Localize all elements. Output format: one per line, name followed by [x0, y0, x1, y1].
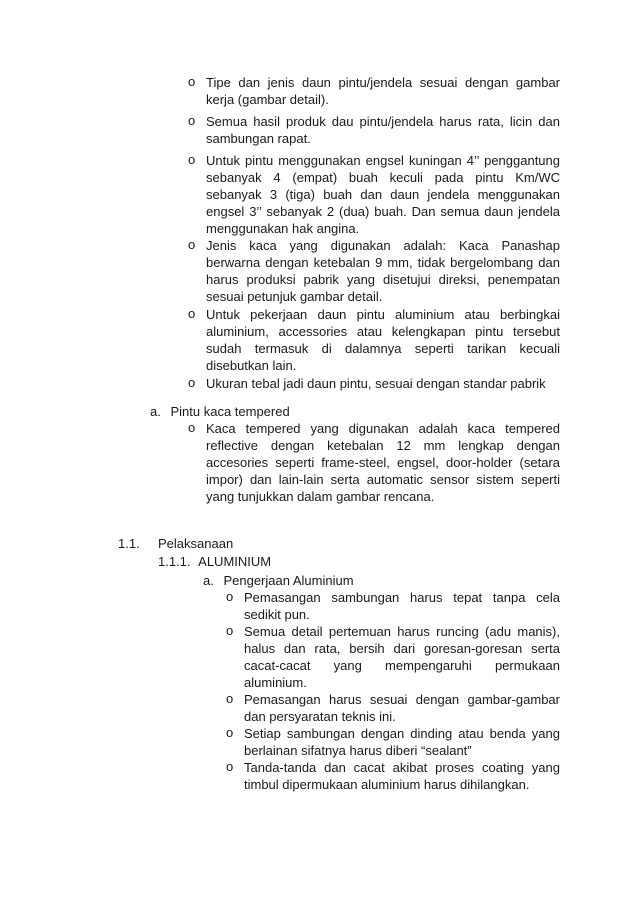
list-item-text: Tipe dan jenis daun pintu/jendela sesuai dengan gambar kerja (gambar detail).: [206, 75, 560, 107]
list-item: [188, 152, 560, 237]
tempered-heading: [150, 403, 290, 420]
bullet-marker: o: [188, 152, 196, 167]
list-item: [226, 691, 560, 725]
bullet-marker: o: [188, 113, 196, 128]
list-item: [188, 74, 560, 113]
bullet-marker: o: [226, 691, 234, 706]
bullet-marker: o: [188, 74, 196, 89]
subsection-heading: [158, 553, 271, 570]
list-item-text: Untuk pintu menggunakan engsel kuningan 4’’ penggantung sebanyak 4 (empat) buah keculi pada pintu Km/WC sebanyak 3 (tiga) buah dan daun jendela menggunakan engsel 3’’ sebanyak 2 (dua) buah. Dan semua daun jendela menggunakan hak angina.: [206, 153, 560, 236]
list-item: [226, 623, 560, 691]
list-item: [226, 759, 560, 793]
aluminium-bullet-list: [226, 589, 560, 793]
list-item: [188, 113, 560, 152]
bullet-marker: o: [188, 375, 196, 390]
list-item: [188, 420, 560, 505]
bullet-marker: o: [226, 589, 234, 604]
list-item-text: Ukuran tebal jadi daun pintu, sesuai dengan standar pabrik: [206, 376, 546, 391]
bullet-marker: o: [188, 306, 196, 321]
subsection-number: 1.1.1.: [158, 554, 191, 569]
item-title: Pengerjaan Aluminium: [223, 573, 354, 588]
item-marker: a.: [203, 573, 214, 588]
bullet-marker: o: [226, 623, 234, 638]
list-item: [188, 375, 560, 395]
list-item-text: Kaca tempered yang digunakan adalah kaca tempered reflective dengan ketebalan 12 mm lengkap dengan accesories seperti frame-steel, engsel, door-holder (setara impor) dan lain-lain serta automatic sensor sistem seperti yang tunjukkan dalam gambar rencana.: [206, 421, 560, 504]
item-marker: a.: [150, 404, 161, 419]
item-heading: [203, 572, 354, 589]
tempered-bullet-list: [188, 420, 560, 505]
section-number: 1.1.: [118, 536, 140, 551]
bullet-marker: o: [188, 420, 196, 435]
bullet-marker: o: [226, 759, 234, 774]
list-item-text: Semua hasil produk dau pintu/jendela harus rata, licin dan sambungan rapat.: [206, 114, 560, 146]
subsection-title: ALUMINIUM: [198, 554, 272, 569]
list-item-text: Jenis kaca yang digunakan adalah: Kaca Panashap berwarna dengan ketebalan 9 mm, tidak bergelombang dan harus produksi pabrik yang disetujui direksi, penempatan sesuai petunjuk gambar detail.: [206, 238, 560, 304]
section-title: Pelaksanaan: [158, 536, 234, 551]
list-item: [226, 589, 560, 623]
list-item: [188, 237, 560, 306]
list-item-text: Pemasangan sambungan harus tepat tanpa cela sedikit pun.: [244, 590, 560, 622]
list-item-text: Setiap sambungan dengan dinding atau benda yang berlainan sifatnya harus diberi “sealant”: [244, 726, 560, 758]
bullet-marker: o: [226, 725, 234, 740]
list-item-text: Untuk pekerjaan daun pintu aluminium atau berbingkai aluminium, accessories atau kelengkapan pintu tersebut sudah termasuk di dalamnya seperti tarikan kecuali disebutkan lain.: [206, 307, 560, 373]
list-item: [226, 725, 560, 759]
bullet-list-door-window: [188, 74, 560, 395]
list-item-text: Pemasangan harus sesuai dengan gambar-gambar dan persyaratan teknis ini.: [244, 692, 560, 724]
item-title: Pintu kaca tempered: [170, 404, 290, 419]
section-heading: [118, 535, 140, 552]
list-item-text: Semua detail pertemuan harus runcing (adu manis), halus dan rata, bersih dari goresan-goresan serta cacat-cacat yang mempengaruhi permukaan aluminium.: [244, 624, 560, 690]
list-item-text: Tanda-tanda dan cacat akibat proses coating yang timbul dipermukaan aluminium harus dihilangkan.: [244, 760, 560, 792]
bullet-marker: o: [188, 237, 196, 252]
list-item: [188, 306, 560, 375]
